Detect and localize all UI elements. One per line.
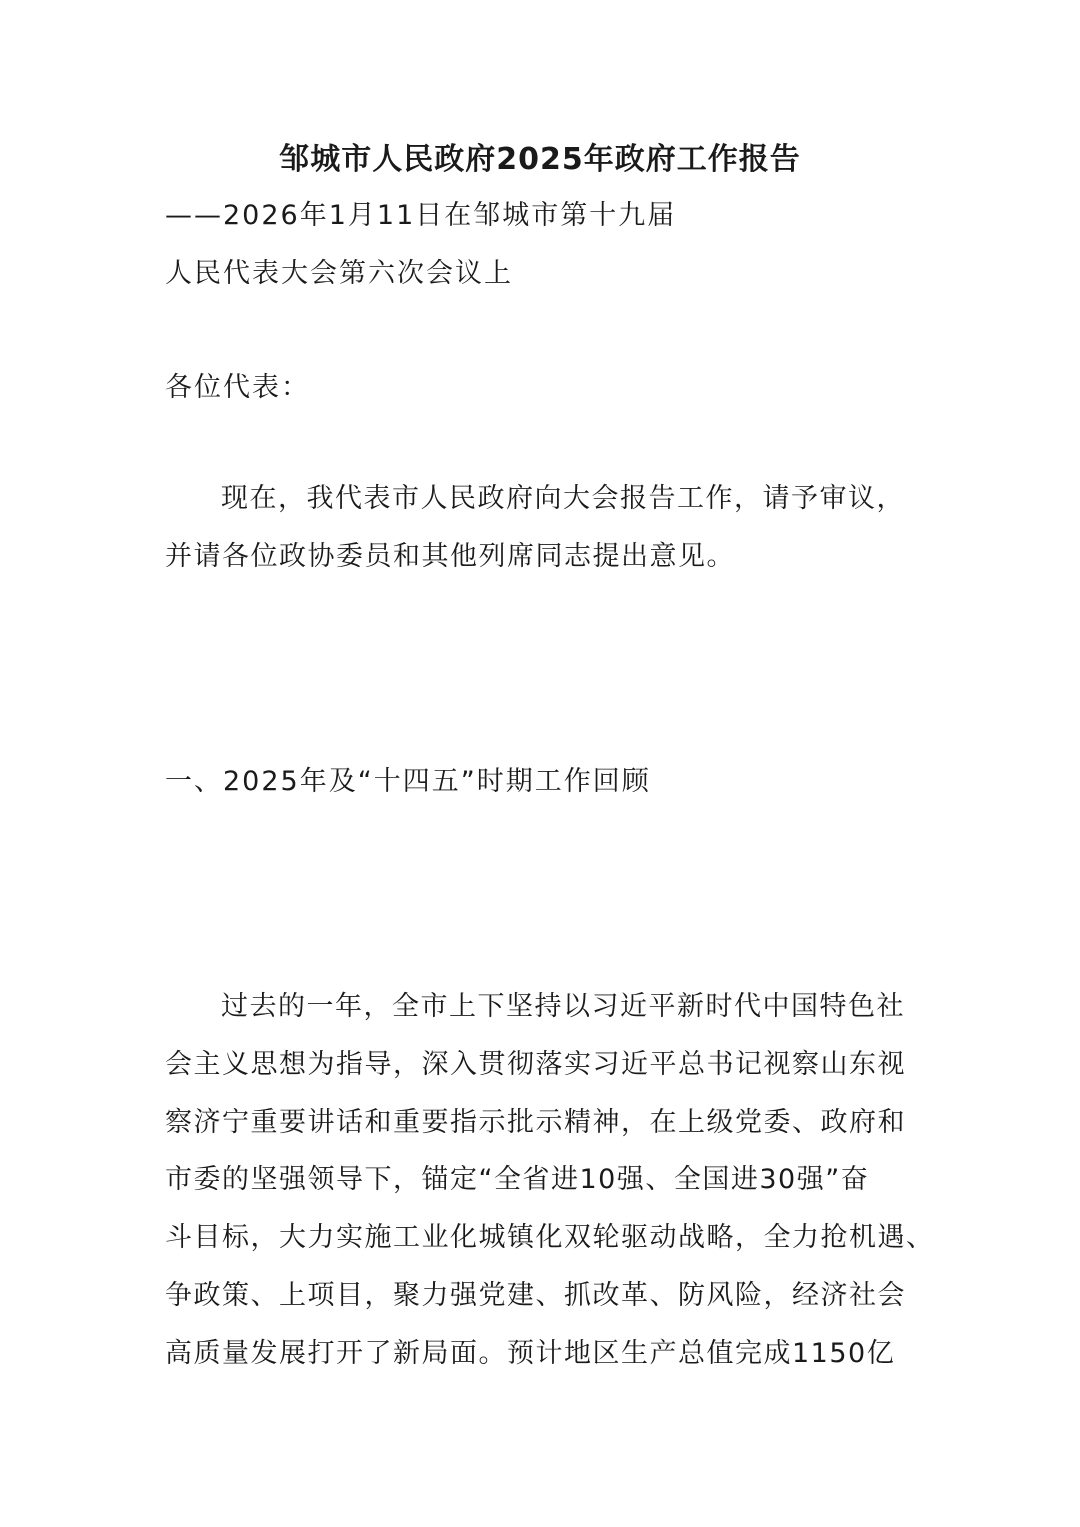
section-heading: 一、2025年及“十四五”时期工作回顾 <box>165 766 651 797</box>
review-line: 争政策、上项目，聚力强党建、抓改革、防风险，经济社会 <box>165 1279 906 1311</box>
subtitle-meeting-line: 人民代表大会第六次会议上 <box>165 258 513 289</box>
subtitle-date-line: ——2026年1月11日在邹城市第十九届 <box>165 200 677 231</box>
review-line: 斗目标，大力实施工业化城镇化双轮驱动战略，全力抢机遇、 <box>165 1222 935 1254</box>
review-line: 高质量发展打开了新局面。预计地区生产总值完成1150亿 <box>165 1337 896 1369</box>
review-line: 市委的坚强领导下，锚定“全省进10强、全国进30强”奋 <box>165 1164 870 1196</box>
review-line: 察济宁重要讲话和重要指示批示精神，在上级党委、政府和 <box>165 1106 906 1138</box>
review-paragraph <box>165 978 935 1383</box>
intro-paragraph <box>165 470 925 586</box>
intro-line: 现在，我代表市人民政府向大会报告工作，请予审议， <box>221 483 905 514</box>
intro-line: 并请各位政协委员和其他列席同志提出意见。 <box>165 540 735 572</box>
salutation: 各位代表： <box>165 372 310 403</box>
review-line: 过去的一年，全市上下坚持以习近平新时代中国特色社 <box>221 991 905 1022</box>
review-line: 会主义思想为指导，深入贯彻落实习近平总书记视察山东视 <box>165 1048 906 1080</box>
document-title: 邹城市人民政府2025年政府工作报告 <box>279 142 801 177</box>
